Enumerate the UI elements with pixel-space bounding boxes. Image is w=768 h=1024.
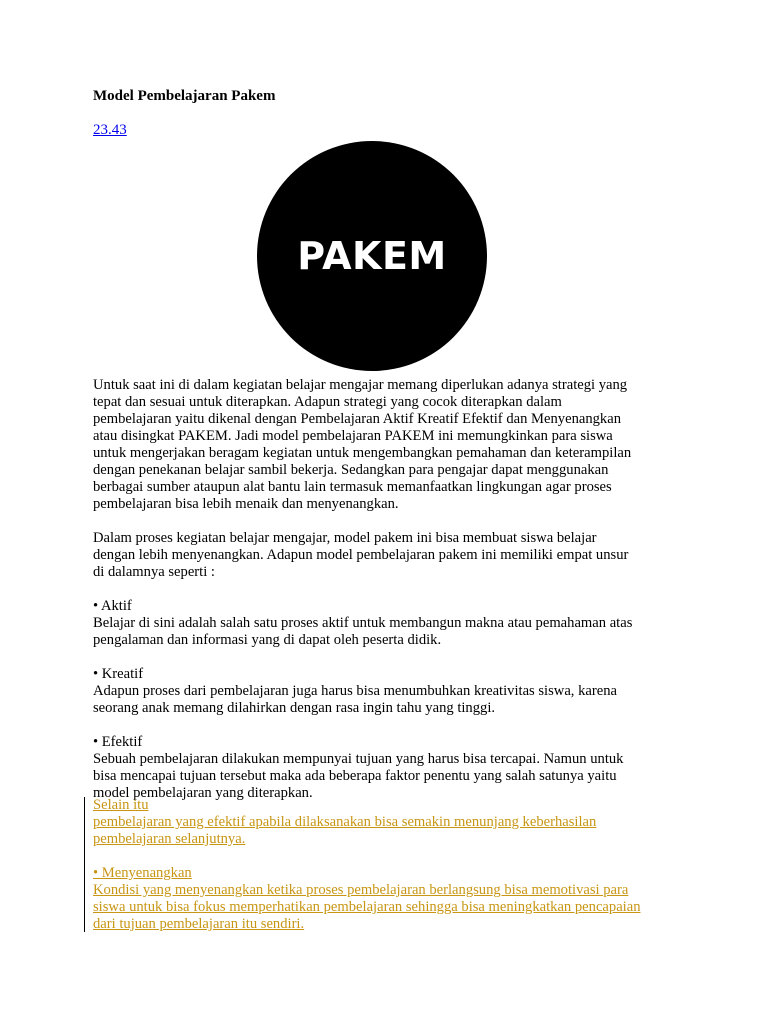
intro-line: Untuk saat ini di dalam kegiatan belajar mengajar memang diperlukan adanya strategi yang xyxy=(93,377,628,393)
kreatif-text: Adapun proses dari pembelajaran juga harus bisa menumbuhkan kreativitas siswa, karena xyxy=(93,683,617,699)
pakem-logo-text: PAKEM xyxy=(297,234,447,278)
intro-line: pembelajaran bisa lebih menaik dan menyenangkan. xyxy=(93,496,399,512)
efektif-heading: • Efektif xyxy=(93,734,143,750)
text-cursor-bar xyxy=(84,797,85,932)
second-paragraph-line: Dalam proses kegiatan belajar mengajar, model pakem ini bisa membuat siswa belajar xyxy=(93,530,597,546)
aktif-text: pengalaman dan informasi yang di dapat oleh peserta didik. xyxy=(93,632,442,648)
highlighted-section xyxy=(93,797,693,933)
menyenangkan-heading: • Menyenangkan xyxy=(93,865,192,881)
efektif-text: bisa mencapai tujuan tersebut maka ada beberapa faktor penentu yang salah satunya yaitu xyxy=(93,768,617,784)
selain-text: pembelajaran selanjutnya. xyxy=(93,831,246,847)
second-paragraph-line: di dalamnya seperti : xyxy=(93,564,215,580)
menyenangkan-text: siswa untuk bisa fokus memperhatikan pembelajaran sehingga bisa meningkatkan pencapaian xyxy=(93,899,641,915)
aktif-text: Belajar di sini adalah salah satu proses aktif untuk membangun makna atau pemahaman atas xyxy=(93,615,633,631)
second-paragraph-line: dengan lebih menyenangkan. Adapun model pembelajaran pakem ini memiliki empat unsur xyxy=(93,547,629,563)
selain-heading: Selain itu xyxy=(93,797,149,813)
intro-line: berbagai sumber ataupun alat bantu lain termasuk memanfaatkan lingkungan agar proses xyxy=(93,479,612,495)
intro-line: tepat dan sesuai untuk diterapkan. Adapun strategi yang cocok diterapkan dalam xyxy=(93,394,562,410)
aktif-heading: • Aktif xyxy=(93,598,132,614)
selain-text: pembelajaran yang efektif apabila dilaksanakan bisa semakin menunjang keberhasilan xyxy=(93,814,597,830)
menyenangkan-text: dari tujuan pembelajaran itu sendiri. xyxy=(93,916,305,932)
efektif-text: model pembelajaran yang diterapkan. xyxy=(93,785,313,801)
intro-line: atau disingkat PAKEM. Jadi model pembelajaran PAKEM ini memungkinkan para siswa xyxy=(93,428,613,444)
timestamp-link[interactable]: 23.43 xyxy=(93,122,127,138)
efektif-text: Sebuah pembelajaran dilakukan mempunyai tujuan yang harus bisa tercapai. Namun untuk xyxy=(93,751,624,767)
menyenangkan-text: Kondisi yang menyenangkan ketika proses pembelajaran berlangsung bisa memotivasi para xyxy=(93,882,629,898)
intro-line: pembelajaran yaitu dikenal dengan Pembelajaran Aktif Kreatif Efektif dan Menyenangkan xyxy=(93,411,622,427)
pakem-logo xyxy=(257,141,487,371)
page-title: Model Pembelajaran Pakem xyxy=(93,88,276,104)
kreatif-text: seorang anak memang dilahirkan dengan rasa ingin tahu yang tinggi. xyxy=(93,700,496,716)
intro-line: untuk mengerjakan beragam kegiatan untuk mengembangkan pemahaman dan keterampilan xyxy=(93,445,632,461)
intro-line: dengan penekanan belajar sambil bekerja. Sedangkan para pengajar dapat menggunakan xyxy=(93,462,609,478)
kreatif-heading: • Kreatif xyxy=(93,666,144,682)
article-body xyxy=(93,377,693,802)
